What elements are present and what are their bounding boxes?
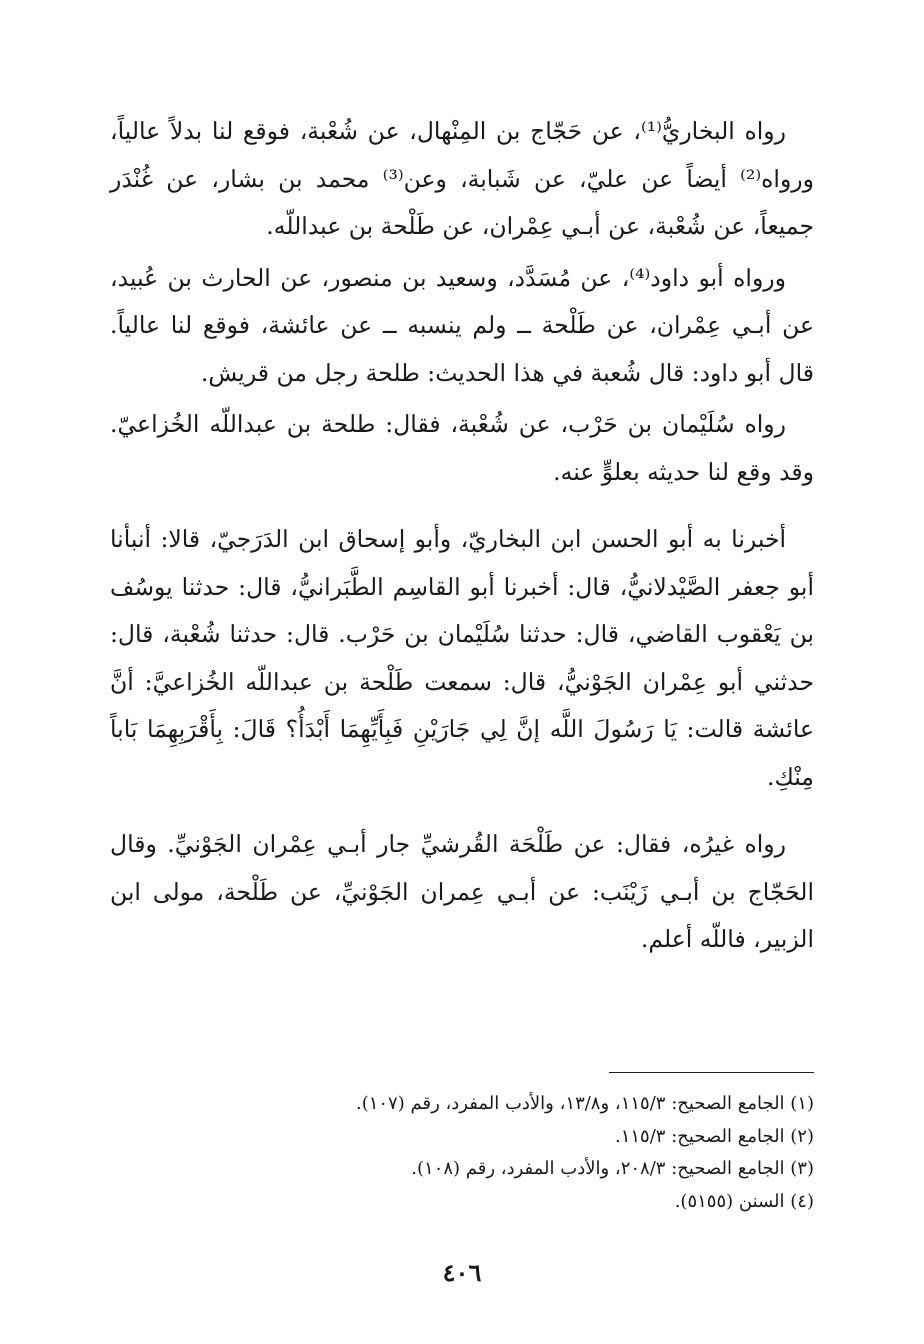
footnote-4: (٤) السنن (٥١٥٥).: [674, 1190, 814, 1212]
paragraph-3: رواه سُلَيْمان بن حَرْب، عن شُعْبة، فقال: طلحة بن عبداللّه الخُزاعيّ. وقد وقع لنا حديثه بعلوٍّ عنه.: [110, 410, 814, 486]
footnote-2: (٢) الجامع الصحيح: ١١٥/٣.: [614, 1125, 814, 1147]
footnotes: [110, 1088, 814, 1218]
footnote-divider: [609, 1072, 814, 1073]
paragraph-1: رواه البخاريُّ⁽¹⁾، عن حَجّاج بن المِنْهال، عن شُعْبة، فوقع لنا بدلاً عالياً، ورواه⁽²⁾ أيضاً عن عليّ، عن شَبابة، وعن⁽³⁾ محمد بن بشار، عن غُنْدَر جميعاً، عن شُعْبة، عن أبـي عِمْران، عن طَلْحة بن عبداللّه.: [110, 117, 814, 240]
paragraph-2: ورواه أبو داود⁽⁴⁾، عن مُسَدَّد، وسعيد بن منصور، عن الحارث بن عُبيد، عن أبـي عِمْران، عن طَلْحة ــ ولم ينسبه ــ عن عائشة، فوقع لنا عالياً. قال أبو داود: قال شُعبة في هذا الحديث: طلحة رجل من قريش.: [110, 263, 814, 387]
paragraph-4: أخبرنا به أبو الحسن ابن البخاريّ، وأبو إسحاق ابن الدَرَجيّ، قالا: أنبأنا أبو جعفر الصَّيْدلانيُّ، قال: أخبرنا أبو القاسِم الطَّبَرانيُّ، قال: حدثنا يوسُف بن يَعْقوب القاضي، قال: حدثنا سُلَيْمان بن حَرْب. قال: حدثنا شُعْبة، قال: حدثني أبو عِمْران الجَوْنيُّ، قال: سمعت طَلْحة بن عبداللّه الخُزاعيَّ: أنَّ عائشة قالت: يَا رَسُولَ اللَّه إنَّ لِي جَارَيْنِ فَبِأَيِّهِمَا أَبْدَأُ؟ قَالَ: بِأَقْرَبِهِمَا بَاباً مِنْكِ.: [110, 525, 814, 791]
page-number: ٤٠٦: [442, 1258, 482, 1287]
paragraph-5: رواه غيرُه، فقال: عن طَلْحَة القُرشيِّ جار أبـي عِمْران الجَوْنيِّ. وقال الحَجّاج بن أبـي زَيْنَب: عن أبـي عِمران الجَوْنيِّ، عن طَلْحة، مولى ابن الزبير، فاللّه أعلم.: [110, 830, 814, 953]
footnote-3: (٣) الجامع الصحيح: ٢٠٨/٣، والأدب المفرد، رقم (١٠٨).: [411, 1158, 814, 1179]
main-text: [110, 108, 814, 964]
footnote-1: (١) الجامع الصحيح: ١١٥/٣، و١٣/٨، والأدب المفرد، رقم (١٠٧).: [355, 1093, 814, 1114]
